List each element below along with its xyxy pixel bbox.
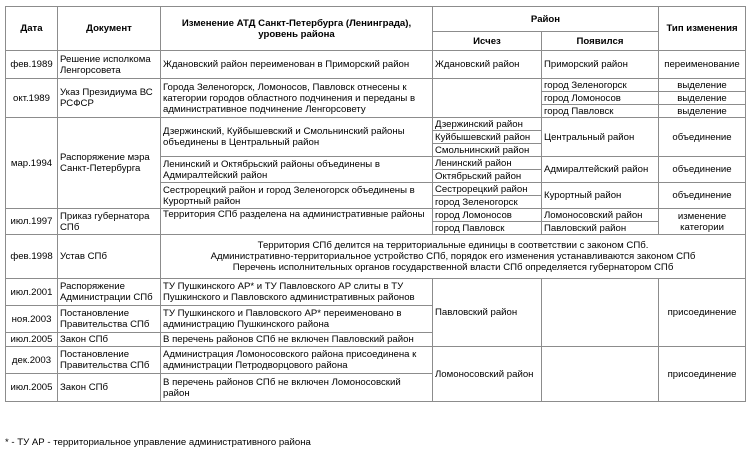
table-row bbox=[6, 209, 746, 222]
cell-date: июл.2005 bbox=[6, 333, 58, 347]
header-document: Документ bbox=[58, 7, 161, 51]
cell-change: Сестрорецкий район и город Зеленогорск объединены в Курортный район bbox=[161, 183, 433, 209]
cell-change: Территория СПб разделена на административные районы bbox=[161, 209, 433, 235]
cell-change: Администрация Ломоносовского района присоединена к администрации Петродворцового района bbox=[161, 347, 433, 374]
header-date: Дата bbox=[6, 7, 58, 51]
cell-change: В перечень районов СПб не включен Павловский район bbox=[161, 333, 433, 347]
cell-document: Распоряжение мэра Санкт-Петербурга bbox=[58, 118, 161, 209]
table-row bbox=[6, 118, 746, 131]
cell-gone: город Зеленогорск bbox=[433, 196, 542, 209]
footnote: * - ТУ АР - территориальное управление административного района bbox=[5, 437, 311, 448]
cell-type: переименование bbox=[659, 51, 746, 79]
charter-line: Перечень исполнительных органов государственной власти СПб определяется губернатором СПб bbox=[232, 262, 674, 273]
cell-type: присоединение bbox=[659, 279, 746, 347]
table-row bbox=[6, 279, 746, 306]
cell-document: Постановление Правительства СПб bbox=[58, 306, 161, 333]
atd-changes-table bbox=[5, 6, 746, 402]
cell-type: изменение категории bbox=[659, 209, 746, 235]
cell-date: мар.1994 bbox=[6, 118, 58, 209]
cell-new: Павловский район bbox=[542, 222, 659, 235]
cell-document: Постановление Правительства СПб bbox=[58, 347, 161, 374]
cell-change: ТУ Пушкинского АР* и ТУ Павловского АР слиты в ТУ Пушкинского и Павловского административных районов bbox=[161, 279, 433, 306]
table-row bbox=[6, 347, 746, 374]
cell-type: выделение bbox=[659, 79, 746, 92]
header-disappeared: Исчез bbox=[433, 32, 542, 51]
cell-gone: Смольнинский район bbox=[433, 144, 542, 157]
cell-type: присоединение bbox=[659, 347, 746, 402]
table-row bbox=[6, 51, 746, 79]
cell-type: объединение bbox=[659, 183, 746, 209]
cell-gone: Ломоносовский район bbox=[433, 347, 542, 402]
cell-new: город Зеленогорск bbox=[542, 79, 659, 92]
header-district: Район bbox=[433, 7, 659, 32]
cell-date: июл.1997 bbox=[6, 209, 58, 235]
cell-gone: Ждановский район bbox=[433, 51, 542, 79]
cell-new: Приморский район bbox=[542, 51, 659, 79]
cell-date: июл.2001 bbox=[6, 279, 58, 306]
cell-type: объединение bbox=[659, 157, 746, 183]
cell-document: Приказ губернатора СПб bbox=[58, 209, 161, 235]
cell-document: Закон СПб bbox=[58, 333, 161, 347]
header-change-type: Тип изменения bbox=[659, 7, 746, 51]
cell-document: Распоряжение Администрации СПб bbox=[58, 279, 161, 306]
cell-date: окт.1989 bbox=[6, 79, 58, 118]
cell-document: Закон СПб bbox=[58, 374, 161, 402]
charter-line: Территория СПб делится на территориальные единицы в соответствии с законом СПб. bbox=[257, 240, 649, 251]
cell-date: фев.1998 bbox=[6, 235, 58, 279]
cell-charter-text bbox=[161, 235, 746, 279]
cell-date: ноя.2003 bbox=[6, 306, 58, 333]
cell-gone: город Ломоносов bbox=[433, 209, 542, 222]
cell-new: Центральный район bbox=[542, 118, 659, 157]
cell-type: выделение bbox=[659, 92, 746, 105]
cell-document: Указ Президиума ВС РСФСР bbox=[58, 79, 161, 118]
cell-type: объединение bbox=[659, 118, 746, 157]
cell-gone: Куйбышевский район bbox=[433, 131, 542, 144]
cell-gone: Сестрорецкий район bbox=[433, 183, 542, 196]
cell-date: июл.2005 bbox=[6, 374, 58, 402]
cell-gone: Октябрьский район bbox=[433, 170, 542, 183]
cell-change: Ленинский и Октябрьский районы объединены в Адмиралтейский район bbox=[161, 157, 433, 183]
cell-gone: город Павловск bbox=[433, 222, 542, 235]
header-appeared: Появился bbox=[542, 32, 659, 51]
cell-new bbox=[542, 279, 659, 347]
cell-new: Ломоносовский район bbox=[542, 209, 659, 222]
cell-new: Курортный район bbox=[542, 183, 659, 209]
header-change: Изменение АТД Санкт-Петербурга (Ленинграда), уровень района bbox=[161, 7, 433, 51]
cell-document: Решение исполкома Ленгорсовета bbox=[58, 51, 161, 79]
table-row bbox=[6, 79, 746, 92]
cell-new: Адмиралтейский район bbox=[542, 157, 659, 183]
cell-gone: Павловский район bbox=[433, 279, 542, 347]
table-row bbox=[6, 235, 746, 279]
cell-gone: Дзержинский район bbox=[433, 118, 542, 131]
cell-change: Города Зеленогорск, Ломоносов, Павловск отнесены к категории городов областного подчинения и переданы в административное подчинение Ленгорсовету bbox=[161, 79, 433, 118]
cell-change: ТУ Пушкинского и Павловского АР* переименовано в администрацию Пушкинского района bbox=[161, 306, 433, 333]
cell-change: Дзержинский, Куйбышевский и Смольнинский районы объединены в Центральный район bbox=[161, 118, 433, 157]
cell-date: фев.1989 bbox=[6, 51, 58, 79]
cell-new: город Павловск bbox=[542, 105, 659, 118]
cell-date: дек.2003 bbox=[6, 347, 58, 374]
cell-type: выделение bbox=[659, 105, 746, 118]
charter-line: Административно-территориальное устройство СПб, порядок его изменения устанавливаются законом СПб bbox=[210, 251, 696, 262]
cell-gone: Ленинский район bbox=[433, 157, 542, 170]
cell-new: город Ломоносов bbox=[542, 92, 659, 105]
cell-change: Ждановский район переименован в Приморский район bbox=[161, 51, 433, 79]
cell-gone bbox=[433, 79, 542, 118]
cell-change: В перечень районов СПб не включен Ломоносовский район bbox=[161, 374, 433, 402]
cell-new bbox=[542, 347, 659, 402]
cell-document: Устав СПб bbox=[58, 235, 161, 279]
